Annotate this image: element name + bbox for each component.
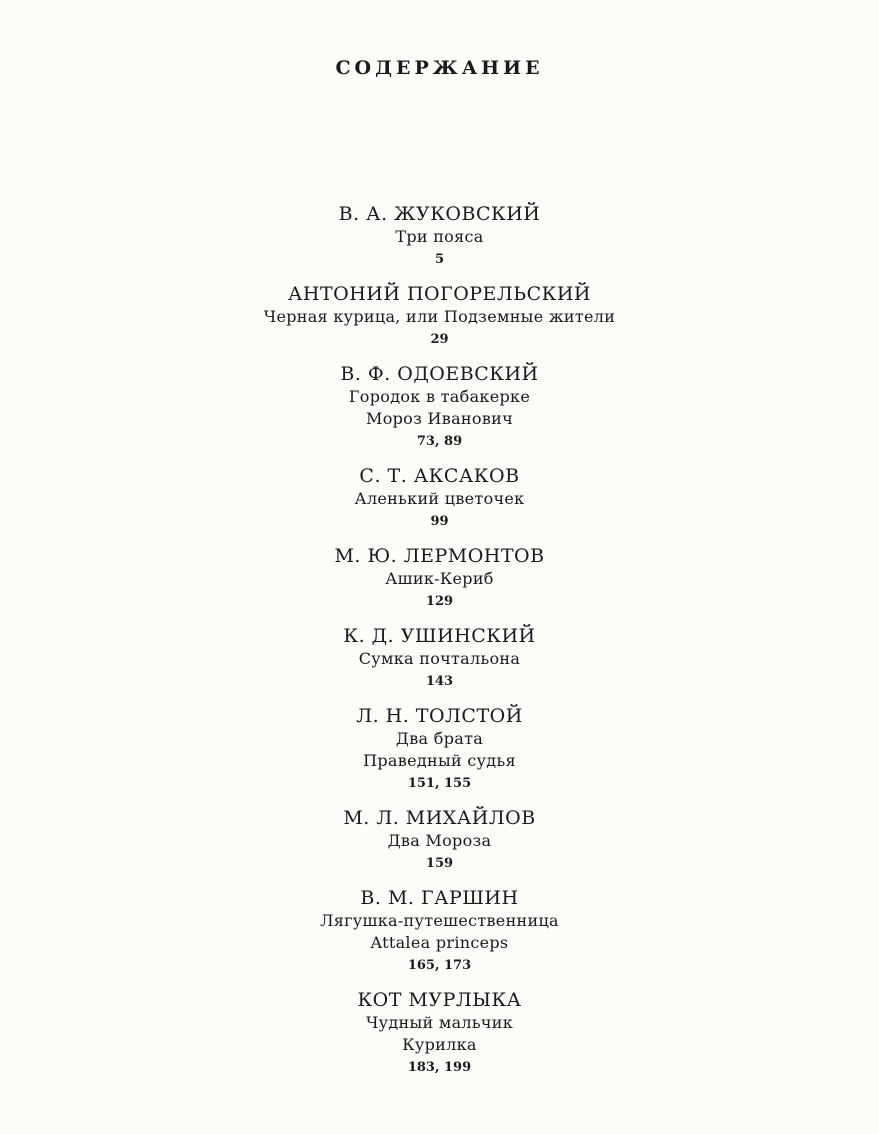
toc-entry (0, 886, 879, 978)
work-title: Три пояса (395, 227, 484, 246)
work-title: Лягушка-путешественница (320, 911, 559, 930)
work-title: Городок в табакерке (348, 387, 531, 406)
page-number: 73, 89 (416, 434, 463, 449)
page-number: 159 (425, 856, 454, 871)
toc-entry (0, 544, 879, 614)
page-number: 129 (425, 594, 454, 609)
author-name: В. Ф. ОДОЕВСКИЙ (340, 363, 539, 385)
author-name: К. Д. УШИНСКИЙ (343, 625, 536, 647)
page-number: 5 (434, 252, 445, 267)
work-title: Два брата (395, 729, 484, 748)
author-name: В. А. ЖУКОВСКИЙ (338, 203, 541, 225)
work-title: Attalea princeps (370, 933, 509, 952)
author-name: АНТОНИЙ ПОГОРЕЛЬСКИЙ (288, 283, 591, 305)
toc-entry (0, 464, 879, 534)
work-title: Ашик-Кериб (385, 569, 494, 588)
page-number: 143 (425, 674, 454, 689)
toc-entry (0, 624, 879, 694)
work-title: Мороз Иванович (366, 409, 513, 428)
work-title: Сумка почтальона (358, 649, 521, 668)
page-number: 151, 155 (407, 776, 472, 791)
toc-entry (0, 806, 879, 876)
toc-entry (0, 988, 879, 1080)
work-title: Курилка (402, 1035, 477, 1054)
page-number: 29 (430, 332, 449, 347)
work-title: Чудный мальчик (365, 1013, 514, 1032)
toc-entry (0, 362, 879, 454)
author-name: С. Т. АКСАКОВ (359, 465, 520, 487)
work-title: Праведный судья (363, 751, 516, 770)
author-name: В. М. ГАРШИН (360, 887, 519, 909)
page-number: 99 (430, 514, 449, 529)
toc-entry (0, 704, 879, 796)
author-name: Л. Н. ТОЛСТОЙ (356, 705, 523, 727)
table-of-contents (0, 202, 879, 1090)
author-name: КОТ МУРЛЫКА (357, 989, 522, 1011)
page-title: СОДЕРЖАНИЕ (335, 57, 544, 79)
work-title: Аленький цветочек (354, 489, 525, 508)
toc-entry (0, 202, 879, 272)
page-number: 165, 173 (407, 958, 472, 973)
author-name: М. Л. МИХАЙЛОВ (343, 807, 536, 829)
author-name: М. Ю. ЛЕРМОНТОВ (334, 545, 545, 567)
toc-entry (0, 282, 879, 352)
work-title: Два Мороза (387, 831, 492, 850)
work-title: Черная курица, или Подземные жители (263, 307, 616, 326)
page-number: 183, 199 (407, 1060, 472, 1075)
